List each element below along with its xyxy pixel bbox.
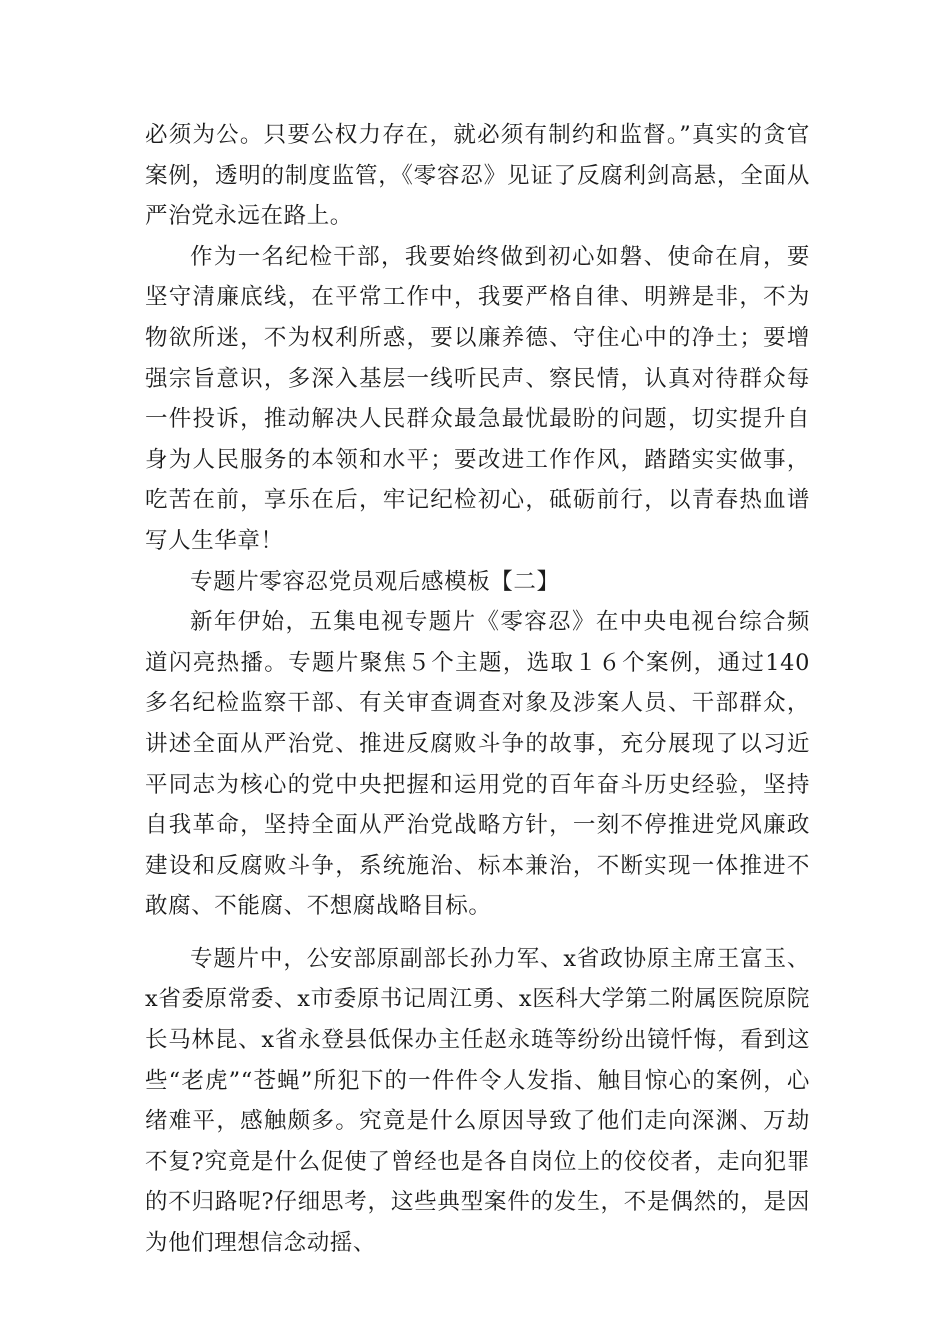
paragraph-intro: 新年伊始，五集电视专题片《零容忍》在中央电视台综合频道闪亮热播。专题片聚焦５个主题，选取１６个案例，通过140多名纪检监察干部、有关审查调查对象及涉案人员、干部群众，讲述全面从严治党、推进反腐败斗争的故事，充分展现了以习近平同志为核心的党中央把握和运用党的百年奋斗历史经验，坚持自我革命，坚持全面从严治党战略方针，一刻不停推进党风廉政建设和反腐败斗争，系统施治、标本兼治，不断实现一体推进不敢腐、不能腐、不想腐战略目标。 <box>145 609 810 920</box>
paragraph-commitment: 作为一名纪检干部，我要始终做到初心如磐、使命在肩，要坚守清廉底线，在平常工作中，我要严格自律、明辨是非，不为物欲所迷，不为权利所惑，要以廉养德、守住心中的净土；要增强宗旨意识，多深入基层一线听民声、察民情，认真对待群众每一件投诉，推动解决人民群众最急最忧最盼的问题，切实提升自身为人民服务的本领和水平；要改进工作作风，踏踏实实做事，吃苦在前，享乐在后，牢记纪检初心，砥砺前行，以青春热血谱写人生华章！ <box>145 243 810 554</box>
section-heading: 专题片零容忍党员观后感模板【二】 <box>190 568 560 595</box>
paragraph-cases: 专题片中，公安部原副部长孙力军、x省政协原主席王富玉、x省委原常委、x市委原书记周江勇、x医科大学第二附属医院原院长马林昆、x省永登县低保办主任赵永琏等纷纷出镜忏悔，看到这些“老虎”“苍蝇”所犯下的一件件令人发指、触目惊心的案例，心绪难平，感触颇多。究竟是什么原因导致了他们走向深渊、万劫不复?究竟是什么促使了曾经也是各自岗位上的佼佼者，走向犯罪的不归路呢?仔细思考，这些典型案件的发生，不是偶然的，是因为他们理想信念动摇、 <box>145 945 810 1257</box>
document-body <box>145 115 810 1264</box>
paragraph-continuation: 必须为公。只要公权力存在，就必须有制约和监督。”真实的贪官案例，透明的制度监管，《零容忍》见证了反腐利剑高悬，全面从严治党永远在路上。 <box>145 122 810 230</box>
